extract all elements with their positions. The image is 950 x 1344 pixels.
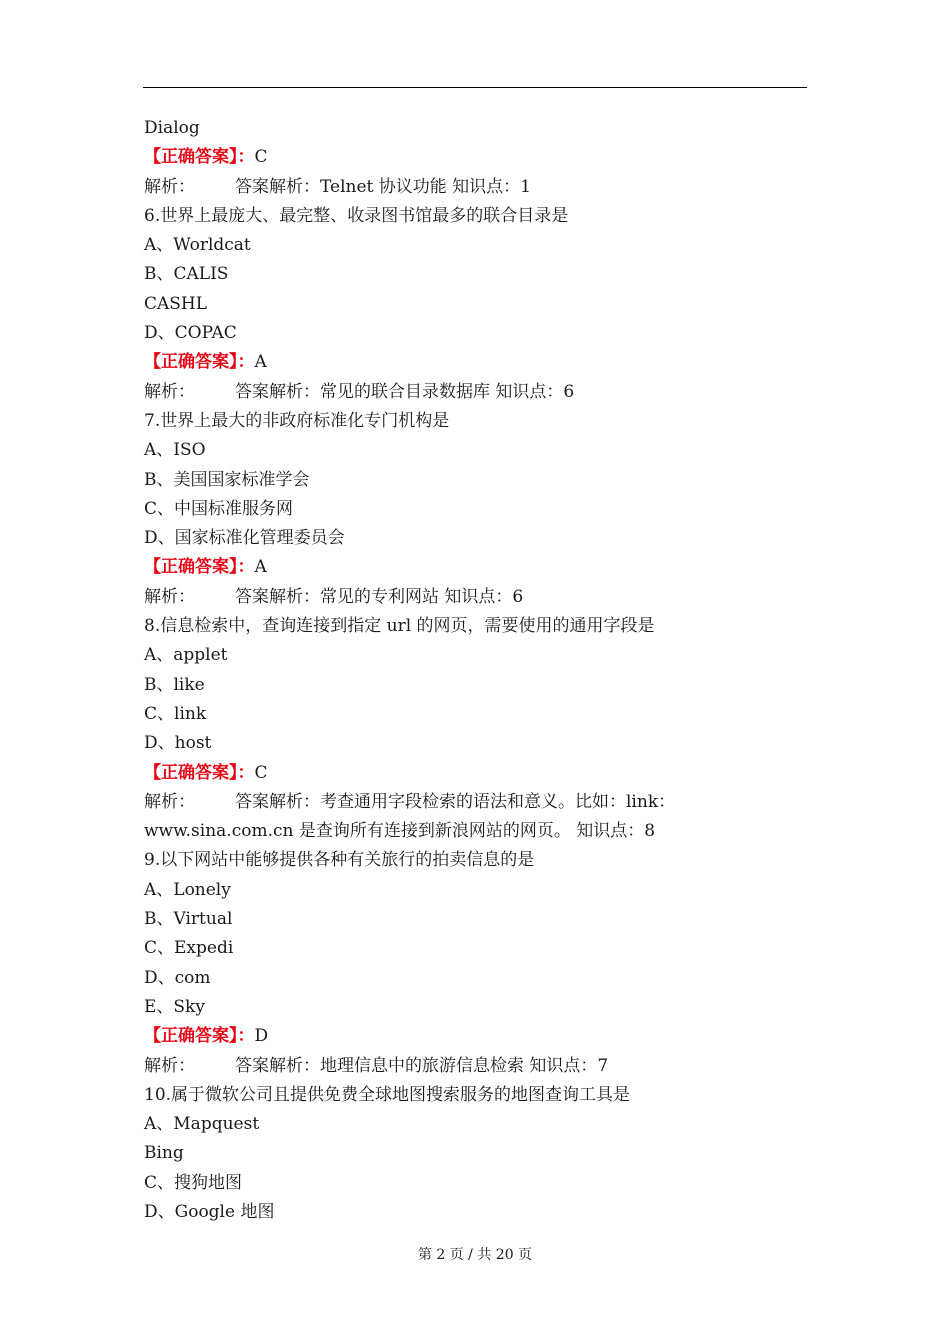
correct-answer-line bbox=[144, 348, 808, 377]
text-line: C、中国标准服务网 bbox=[144, 498, 294, 519]
text-line: D、com bbox=[144, 967, 211, 988]
text-line: E、Sky bbox=[144, 996, 205, 1017]
correct-answer-label: 【正确答案】： bbox=[144, 762, 255, 783]
analysis-label: 解析： bbox=[144, 1055, 195, 1076]
text-line: D、Google 地图 bbox=[144, 1201, 275, 1222]
correct-answer-value: C bbox=[254, 762, 268, 783]
correct-answer-label: 【正确答案】： bbox=[144, 1026, 255, 1047]
text-line: 8.信息检索中，查询连接到指定 url 的网页，需要使用的通用字段是 bbox=[144, 616, 655, 637]
correct-answer-value: A bbox=[254, 352, 267, 373]
analysis-line bbox=[144, 1052, 808, 1081]
text-line: 7.世界上最大的非政府标准化专门机构是 bbox=[144, 410, 450, 431]
header-rule bbox=[143, 87, 807, 88]
correct-answer-label: 【正确答案】： bbox=[144, 557, 255, 578]
text-line: C、搜狗地图 bbox=[144, 1172, 243, 1193]
text-line: 10.属于微软公司且提供免费全球地图搜索服务的地图查询工具是 bbox=[144, 1084, 631, 1105]
text-line: B、美国国家标准学会 bbox=[144, 469, 310, 490]
text-line: www.sina.com.cn 是查询所有连接到新浪网站的网页。 知识点：8 bbox=[144, 821, 656, 842]
analysis-line bbox=[144, 788, 808, 817]
text-line: A、ISO bbox=[144, 440, 206, 461]
text-line: A、Lonely bbox=[144, 879, 231, 900]
text-line: CASHL bbox=[144, 293, 208, 314]
text-line: 9.以下网站中能够提供各种有关旅行的拍卖信息的是 bbox=[144, 850, 535, 871]
document-body bbox=[144, 114, 808, 1227]
text-line: 6.世界上最庞大、最完整、收录图书馆最多的联合目录是 bbox=[144, 205, 569, 226]
correct-answer-label: 【正确答案】： bbox=[144, 147, 255, 168]
analysis-line bbox=[144, 583, 808, 612]
analysis-text: 答案解析：地理信息中的旅游信息检索 知识点：7 bbox=[235, 1055, 609, 1076]
text-line: C、link bbox=[144, 703, 207, 724]
text-line: D、host bbox=[144, 733, 212, 754]
analysis-line bbox=[144, 378, 808, 407]
correct-answer-value: A bbox=[254, 557, 267, 578]
text-line: A、applet bbox=[144, 645, 228, 666]
correct-answer-label: 【正确答案】： bbox=[144, 352, 255, 373]
correct-answer-line bbox=[144, 759, 808, 788]
analysis-line bbox=[144, 173, 808, 202]
correct-answer-line bbox=[144, 143, 808, 172]
text-line: D、COPAC bbox=[144, 323, 237, 344]
correct-answer-value: D bbox=[254, 1026, 269, 1047]
analysis-text: 答案解析：考查通用字段检索的语法和意义。比如：link： bbox=[235, 791, 676, 812]
analysis-text: 答案解析：Telnet 协议功能 知识点：1 bbox=[235, 176, 531, 197]
analysis-label: 解析： bbox=[144, 176, 195, 197]
analysis-label: 解析： bbox=[144, 381, 195, 402]
correct-answer-value: C bbox=[254, 147, 268, 168]
text-line: A、Worldcat bbox=[144, 235, 251, 256]
correct-answer-line bbox=[144, 553, 808, 582]
text-line: Bing bbox=[144, 1143, 184, 1164]
page-footer: 第 2 页 / 共 20 页 bbox=[417, 1247, 533, 1263]
text-line: C、Expedi bbox=[144, 938, 234, 959]
correct-answer-line bbox=[144, 1022, 808, 1051]
text-line: B、like bbox=[144, 674, 205, 695]
text-line: A、Mapquest bbox=[144, 1114, 260, 1135]
text-line: D、国家标准化管理委员会 bbox=[144, 528, 345, 549]
text-line: Dialog bbox=[144, 118, 200, 138]
text-line: B、CALIS bbox=[144, 264, 229, 285]
text-line: B、Virtual bbox=[144, 909, 233, 930]
analysis-text: 答案解析：常见的专利网站 知识点：6 bbox=[235, 586, 524, 607]
analysis-label: 解析： bbox=[144, 791, 195, 812]
analysis-text: 答案解析：常见的联合目录数据库 知识点：6 bbox=[235, 381, 575, 402]
analysis-label: 解析： bbox=[144, 586, 195, 607]
